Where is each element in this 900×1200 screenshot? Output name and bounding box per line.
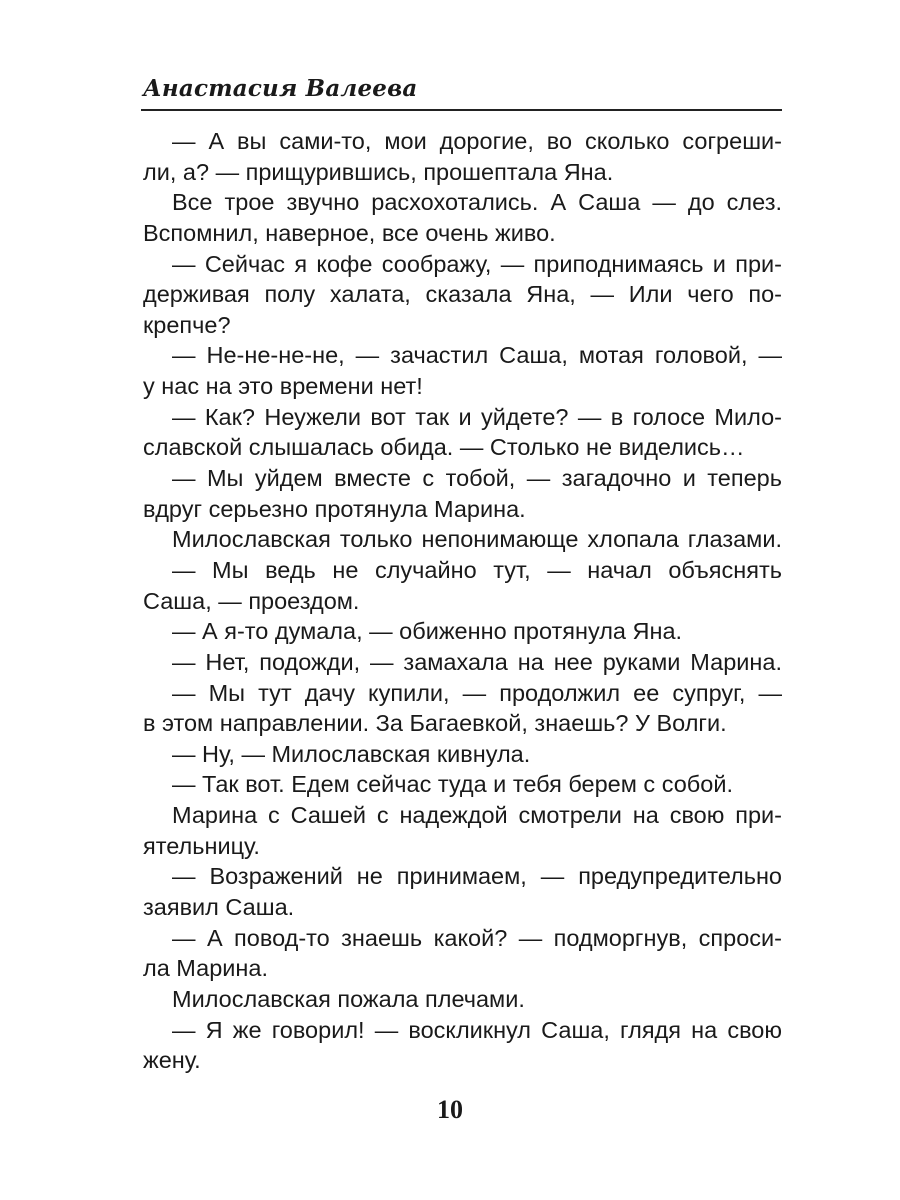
text-line: — Мы уйдем вместе с тобой, — загадочно и теперь (172, 465, 782, 492)
running-head-author: Анастасия Валеева (143, 75, 418, 102)
text-line: — Как? Неужели вот так и уйдете? — в голосе Мило- (172, 403, 782, 430)
text-line: ла Марина. (143, 955, 268, 982)
text-line: — А повод-то знаешь какой? — подморгнув, спроси- (172, 924, 782, 951)
text-line: — Нет, подожди, — замахала на нее руками Марина. (172, 648, 782, 675)
text-line: — Не-не-не-не, — зачастил Саша, мотая головой, — (172, 342, 782, 369)
text-line: — Я же говорил! — воскликнул Саша, глядя на свою (172, 1016, 782, 1043)
text-line: — А я-то думала, — обиженно протянула Яна. (172, 618, 683, 645)
text-line: Саша, — проездом. (143, 587, 360, 614)
text-line: держивая полу халата, сказала Яна, — Или чего по- (143, 281, 782, 308)
text-line: Марина с Сашей с надеждой смотрели на свою при- (172, 802, 782, 829)
text-line: у нас на это времени нет! (143, 373, 423, 400)
text-line: крепче? (143, 311, 231, 338)
text-line: ли, а? — прищурившись, прошептала Яна. (143, 158, 614, 185)
text-line: Все трое звучно расхохотались. А Саша — до слез. (172, 189, 782, 216)
body-text (143, 126, 782, 1076)
text-line: Милославская только непонимающе хлопала глазами. (172, 526, 782, 553)
text-line: — Мы ведь не случайно тут, — начал объяснять (172, 556, 782, 583)
text-line: заявил Саша. (143, 894, 295, 921)
text-line: — А вы сами-то, мои дорогие, во сколько согреши- (172, 128, 782, 154)
text-line: — Возражений не принимаем, — предупредительно (172, 863, 782, 890)
text-line: в этом направлении. За Багаевкой, знаешь? У Волги. (143, 710, 727, 737)
text-line: — Так вот. Едем сейчас туда и тебя берем с собой. (172, 771, 733, 798)
text-line: Вспомнил, наверное, все очень живо. (143, 219, 556, 246)
text-line: — Ну, — Милославская кивнула. (172, 740, 531, 767)
text-line: славской слышалась обида. — Столько не виделись… (143, 434, 745, 461)
text-line: — Мы тут дачу купили, — продолжил ее супруг, — (172, 679, 782, 706)
text-line: ятельницу. (143, 832, 260, 859)
text-line: вдруг серьезно протянула Марина. (143, 495, 526, 522)
text-line: Милославская пожала плечами. (172, 985, 525, 1012)
text-line: — Сейчас я кофе соображу, — приподнимаясь и при- (172, 250, 782, 277)
page-number: 10 (437, 1095, 463, 1124)
header-rule (141, 109, 782, 111)
text-line: жену. (143, 1047, 201, 1074)
